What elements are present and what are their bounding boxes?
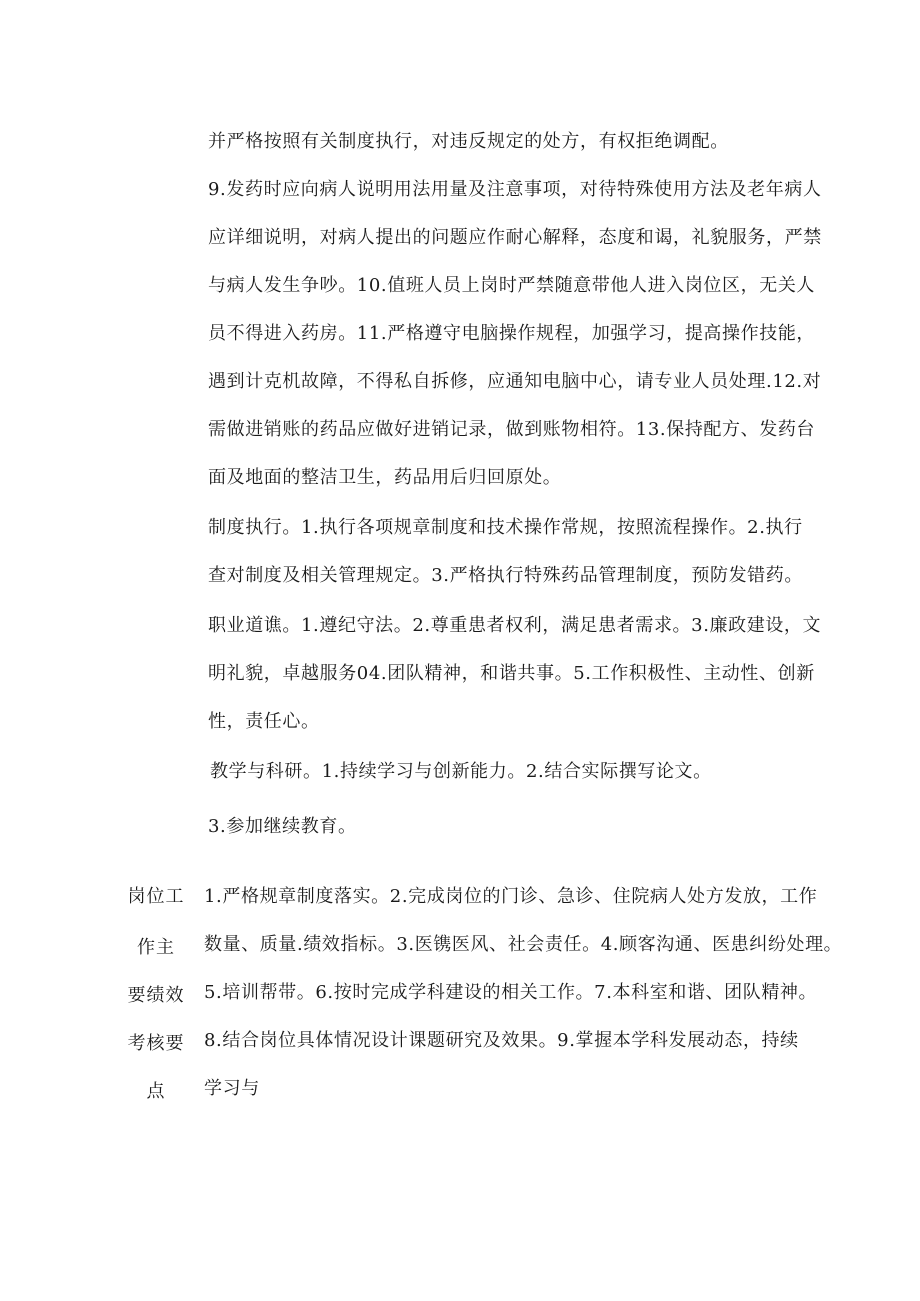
text-line: 数量、质量.绩效指标。3.医镌医风、社会责任。4.顾客沟通、医患纠纷处理。 [204,934,843,955]
text-line: 教学与科研。1.持续学习与创新能力。2.结合实际撰写论文。 [210,761,712,782]
text-line: 员不得进入药房。11.严格遵守电脑操作规程，加强学习，提高操作技能， [208,323,816,344]
text-line: 职业道谯。1.遵纪守法。2.尊重患者权利，满足患者需求。3.廉政建设，文 [208,615,822,636]
kpi-label-line: 要绩效 [127,985,185,1006]
text-line: 遇到计克机故障，不得私自拆修，应通知电脑中心，请专业人员处理.12.对 [208,371,822,392]
text-line: 应详细说明，对病人提出的问题应作耐心解释，态度和谒，礼貌服务，严禁 [208,227,822,248]
text-line: 制度执行。1.执行各项规章制度和技术操作常规，按照流程操作。2.执行 [208,517,803,538]
text-line: 学习与 [204,1078,260,1099]
text-line: 面及地面的整洁卫生，药品用后归回原处。 [208,467,562,488]
text-line: 与病人发生争吵。10.值班人员上岗时严禁随意带他人进入岗位区，无关人 [208,275,816,296]
kpi-label-line: 岗位工 [127,886,185,907]
kpi-label-line: 作主 [137,937,175,958]
text-line: 8.结合岗位具体情况设计课题研究及效果。9.掌握本学科发展动态，持续 [204,1030,799,1051]
text-line: 并严格按照有关制度执行，对违反规定的处方，有权拒绝调配。 [208,131,729,152]
kpi-label-line: 点 [146,1081,166,1102]
text-line: 查对制度及相关管理规定。3.严格执行特殊药品管理制度，预防发错药。 [208,565,803,586]
text-line: 性，责任心。 [208,711,320,732]
text-line: 9.发药时应向病人说明用法用量及注意事项，对待特殊使用方法及老年病人 [208,179,822,200]
text-line: 3.参加继续教育。 [208,816,357,837]
text-line: 明礼貌，卓越服务04.团队精神，和谐共事。5.工作积极性、主动性、创新 [208,663,815,684]
text-line: 1.严格规章制度落实。2.完成岗位的门诊、急诊、住院病人处方发放，工作 [204,886,818,907]
text-line: 需做进销账的药品应做好进销记录，做到账物相符。13.保持配方、发药台 [208,419,816,440]
kpi-label-line: 考核要 [127,1033,185,1054]
text-line: 5.培训帮带。6.按时完成学科建设的相关工作。7.本科室和谐、团队精神。 [204,982,818,1003]
